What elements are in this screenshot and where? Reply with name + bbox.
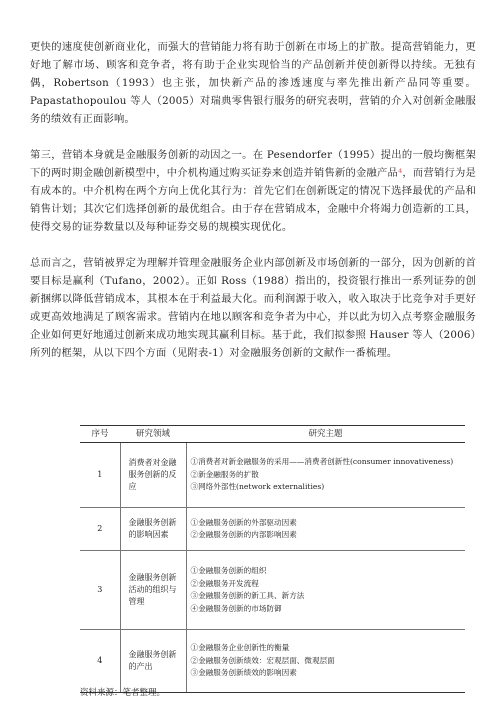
table-row (80, 551, 465, 630)
topic-item: ③金融服务创新的新工具、新方法 (190, 591, 305, 600)
table-header-row (80, 426, 465, 443)
topic-item: ①金融服务创新的外部驱动因素 (190, 517, 297, 527)
topic-item: ④金融服务创新的市场防御 (190, 603, 282, 613)
row-area: 金融服务创新的产出 (120, 630, 186, 693)
header-index: 序号 (80, 426, 120, 443)
topic-item: ②金融服务创新绩效：宏观层面、微观层面 (190, 655, 335, 665)
topic-item: ①金融服务企业创新性的衡量 (190, 643, 290, 653)
row-index: 4 (80, 630, 120, 693)
row-index: 2 (80, 508, 120, 551)
header-area: 研究领域 (120, 426, 186, 443)
row-index: 1 (80, 443, 120, 508)
topic-item: ③金融服务创新绩效的影响因素 (190, 668, 297, 678)
research-framework-table (80, 425, 465, 693)
topic-item: ②金融服务创新的内部影响因素 (190, 530, 297, 539)
topic-item: ①金融服务创新的组织 (190, 566, 267, 575)
row-index: 3 (80, 551, 120, 630)
paragraph-summary: 总而言之，营销被界定为理解并管理金融服务企业内部创新及市场创新的一部分，因为创新的首要目标是赢利（Tufano，2002）。正如 Ross（1988）指出的，投资银行推出一系列证券的创新捆绑以降低营销成本，其根本在于利益最大化。而利润源于收入，收入取决于比竞争对手更好或更高效地满足了顾客需求。营销内在地以顾客和竞争者为中心，并以此为切入点考察金融服务企业如何更好地通过创新来成功地实现其赢利目标。基于此，我们拟参照 Hauser 等人（2006）所列的框架，从以下四个方面（见附表-1）对金融服务创新的文献作一番梳理。 (30, 257, 476, 359)
row-area: 消费者对金融服务创新的反应 (120, 443, 186, 508)
row-area: 金融服务创新活动的组织与管理 (120, 551, 186, 630)
paragraph-third-point (30, 146, 476, 236)
paragraph-third-point-part1: 第三，营销本身就是金融服务创新的动因之一。在 Pesendorfer（1995）提出的一般均衡框架下的两时期金融创新模型中，中介机构通过购买证券来创造并销售新的金融产品 (30, 149, 476, 179)
paragraph-third-point-part2: ，而营销行为是有成本的。中介机构在两个方向上优化其行为：首先它们在创新既定的情况下选择最优的产品和销售计划；其次它们选择创新的最优组合。由于存在营销成本，金融中介将竭力创造新的工具，使得交易的证券数量以及每种证券交易的规模实现优化。 (30, 167, 477, 233)
table-row (80, 630, 465, 693)
topic-item: ②新金融服务的扩散 (190, 469, 259, 479)
source-note: 资料来源：笔者整理。 (80, 688, 166, 698)
topic-item: ②金融服务开发流程 (190, 578, 259, 588)
row-topics (186, 443, 465, 508)
topic-item: ①消费者对新金融服务的采用——消费者创新性(consumer innovativeness) (190, 457, 454, 467)
header-topics: 研究主题 (186, 426, 465, 443)
table-row (80, 443, 465, 508)
row-topics (186, 551, 465, 630)
topic-item: ③网络外部性(network externalities) (190, 482, 325, 492)
table-row (80, 508, 465, 551)
row-area: 金融服务创新的影响因素 (120, 508, 186, 551)
paragraph-marketing-capability: 更快的速度使创新商业化，而强大的营销能力将有助于创新在市场上的扩散。提高营销能力，更好地了解市场、顾客和竞争者，将有助于企业实现恰当的产品创新并使创新得以持续。无独有偶，Robertson（1993）也主张，加快新产品的渗透速度与率先推出新产品同等重要。Papastathopoulou 等人（2005）对瑞典零售银行服务的研究表明，营销的介入对创新金融服务的绩效有正面影响。 (30, 41, 476, 125)
row-topics (186, 630, 465, 693)
footnote-mark[interactable]: ⁴ (398, 167, 403, 179)
row-topics (186, 508, 465, 551)
